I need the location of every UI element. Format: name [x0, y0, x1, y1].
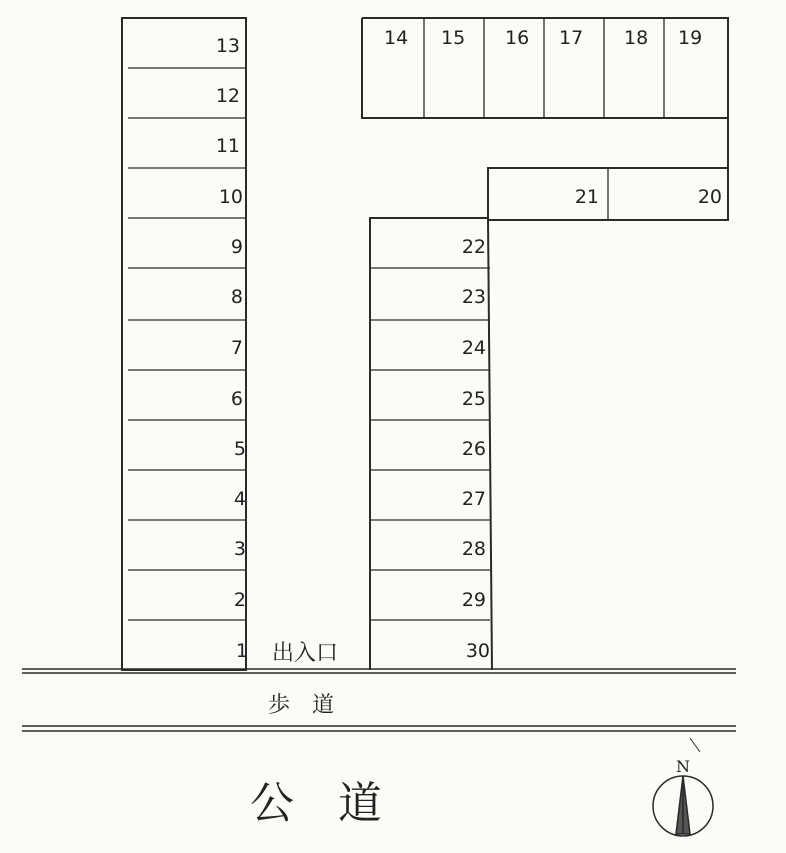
space-20: 20	[697, 186, 722, 208]
space-18: 18	[624, 27, 649, 49]
top-row-block	[362, 18, 728, 220]
space-4: 4	[233, 488, 246, 510]
right-pair-numbers	[575, 186, 722, 208]
space-9: 9	[230, 236, 243, 258]
north-arrow	[653, 738, 713, 836]
space-1: 1	[235, 640, 248, 662]
public-road-label: 公 道	[250, 778, 382, 829]
space-30: 30	[465, 640, 490, 662]
space-6: 6	[230, 388, 243, 410]
entrance-label: 出入口	[272, 641, 339, 666]
space-12: 12	[215, 85, 240, 107]
space-15: 15	[441, 27, 466, 49]
space-16: 16	[505, 27, 530, 49]
sidewalk-label: 歩 道	[268, 693, 335, 718]
space-28: 28	[461, 538, 486, 560]
space-17: 17	[559, 27, 584, 49]
space-27: 27	[461, 488, 486, 510]
space-29: 29	[461, 589, 486, 611]
left-column-block	[122, 18, 246, 670]
left-column-numbers	[216, 35, 248, 662]
space-7: 7	[230, 337, 243, 359]
space-25: 25	[461, 388, 486, 410]
north-label: N	[676, 757, 690, 776]
space-8: 8	[230, 286, 243, 308]
space-24: 24	[461, 337, 486, 359]
sidewalk-edges	[22, 669, 736, 731]
space-14: 14	[384, 27, 409, 49]
space-10: 10	[218, 186, 243, 208]
space-19: 19	[678, 27, 703, 49]
space-5: 5	[233, 438, 246, 460]
space-11: 11	[215, 135, 240, 157]
space-23: 23	[461, 286, 486, 308]
middle-column-numbers	[462, 236, 490, 662]
top-row-numbers	[384, 27, 702, 49]
space-26: 26	[461, 438, 486, 460]
space-22: 22	[461, 236, 486, 258]
space-2: 2	[233, 589, 246, 611]
space-3: 3	[233, 538, 246, 560]
space-13: 13	[215, 35, 240, 57]
space-21: 21	[574, 186, 599, 208]
